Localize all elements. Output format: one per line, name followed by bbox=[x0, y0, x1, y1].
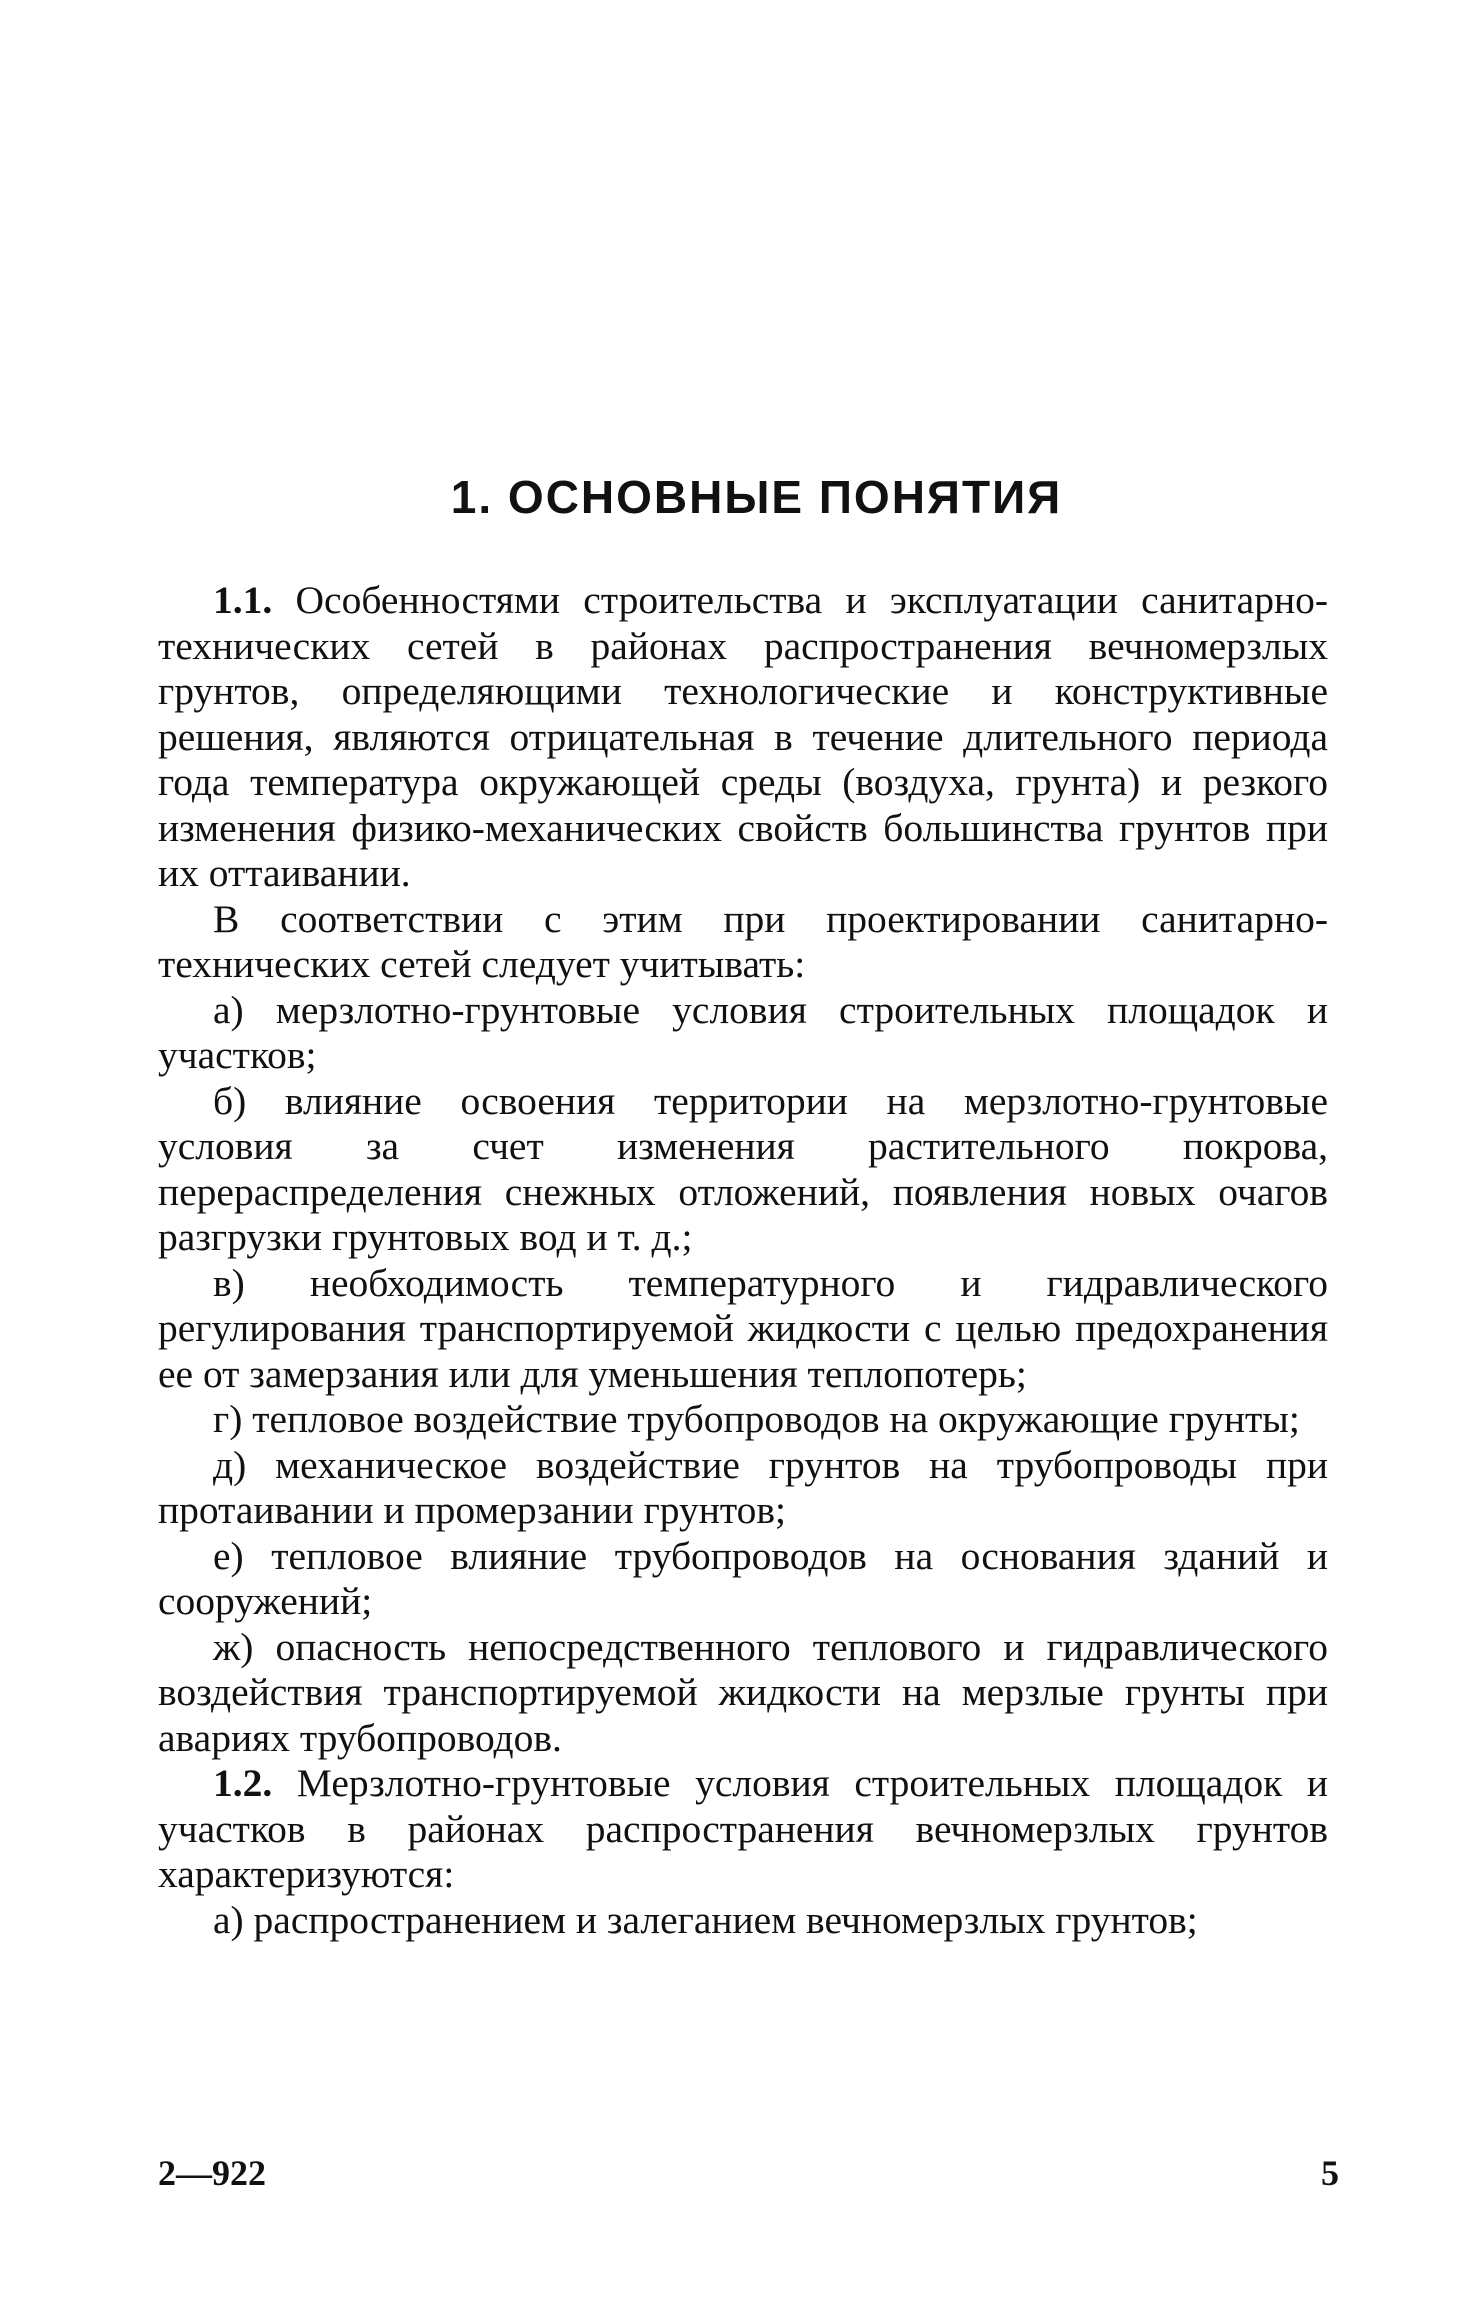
paragraph-text: Особенностями строительства и эксплуатации санитарно-технических сетей в районах распространения вечномерзлых грунтов, определяющими технологические и конструктивные решения, являются отрицательная в течение длительного периода года температура окружающей среды (воздуха, грунта) и резкого изменения физико-механических свойств большинства грунтов при их оттаивании. bbox=[158, 578, 1329, 895]
paragraph-text: д) механическое воздействие грунтов на трубопроводы при протаивании и промерзании грунтов; bbox=[158, 1442, 1328, 1532]
paragraph-text: а) распространением и залеганием вечномерзлых грунтов; bbox=[213, 1897, 1198, 1942]
paragraph-text: а) мерзлотно-грунтовые условия строительных площадок и участков; bbox=[158, 987, 1328, 1077]
paragraph-1-1 bbox=[158, 578, 1328, 897]
list-item-d bbox=[158, 1443, 1328, 1534]
paragraph-text: ж) опасность непосредственного теплового и гидравлического воздействия транспортируемой жидкости на мерзлые грунты при авариях трубопроводов. bbox=[158, 1624, 1328, 1760]
paragraph-text: г) тепловое воздействие трубопроводов на окружающие грунты; bbox=[213, 1397, 1300, 1441]
list-item-zh bbox=[158, 1625, 1328, 1762]
list-item-a-2 bbox=[158, 1898, 1328, 1944]
body-text bbox=[158, 578, 1328, 1943]
paragraph-number: 1.1. bbox=[213, 578, 273, 622]
page-number: 5 bbox=[1321, 2153, 1339, 2193]
list-item-g bbox=[158, 1397, 1328, 1443]
printer-signature: 2—922 bbox=[158, 2153, 266, 2193]
paragraph-considerations-intro bbox=[158, 897, 1328, 988]
list-item-a bbox=[158, 988, 1328, 1079]
paragraph-text: В соответствии с этим при проектировании санитарно-технических сетей следует учитывать: bbox=[158, 896, 1328, 986]
list-item-b bbox=[158, 1079, 1328, 1261]
paragraph-1-2 bbox=[158, 1761, 1328, 1898]
paragraph-text: в) необходимость температурного и гидравлического регулирования транспортируемой жидкости с целью предохранения ее от замерзания или для уменьшения теплопотерь; bbox=[158, 1260, 1328, 1396]
section-heading: 1. ОСНОВНЫЕ ПОНЯТИЯ bbox=[450, 471, 1063, 523]
paragraph-number: 1.2. bbox=[213, 1761, 273, 1805]
paragraph-text: е) тепловое влияние трубопроводов на основания зданий и сооружений; bbox=[158, 1533, 1328, 1623]
list-item-e bbox=[158, 1534, 1328, 1625]
paragraph-text: Мерзлотно-грунтовые условия строительных площадок и участков в районах распространения вечномерзлых грунтов характеризуются: bbox=[158, 1761, 1328, 1896]
list-item-v bbox=[158, 1261, 1328, 1398]
paragraph-text: б) влияние освоения территории на мерзлотно-грунтовые условия за счет изменения растительного покрова, перераспределения снежных отложений, появления новых очагов разгрузки грунтовых вод и т. д.; bbox=[158, 1078, 1328, 1259]
